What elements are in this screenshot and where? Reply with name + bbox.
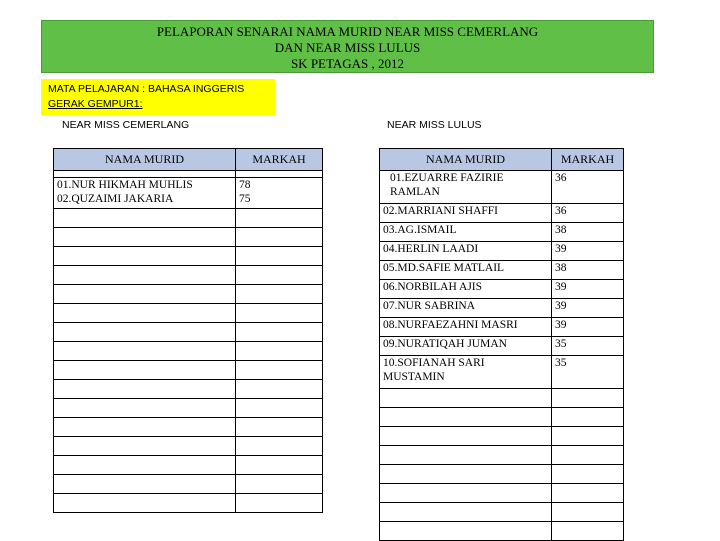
cemerlang-table <box>53 148 323 513</box>
mark-cell: 36 <box>552 204 624 223</box>
student-name-cell: 04.HERLIN LAADI <box>380 242 552 261</box>
mark-cell: 38 <box>552 261 624 280</box>
mark-cell: 35 <box>552 356 624 389</box>
empty-cell <box>380 408 552 427</box>
report-title-banner <box>41 20 654 73</box>
empty-cell <box>54 266 236 285</box>
empty-cell <box>236 494 323 513</box>
empty-cell <box>54 380 236 399</box>
empty-row <box>380 503 624 522</box>
empty-cell <box>236 247 323 266</box>
table-row <box>380 261 624 280</box>
empty-cell <box>236 323 323 342</box>
title-line-2: DAN NEAR MISS LULUS <box>274 40 421 55</box>
empty-cell <box>552 465 624 484</box>
table-row <box>380 204 624 223</box>
empty-cell <box>236 418 323 437</box>
mark-cell: 39 <box>552 299 624 318</box>
empty-cell <box>236 342 323 361</box>
empty-row <box>54 209 323 228</box>
table-row <box>380 356 624 389</box>
empty-cell <box>380 389 552 408</box>
lulus-col-mark-header: MARKAH <box>552 149 624 171</box>
empty-cell <box>552 484 624 503</box>
empty-cell <box>54 437 236 456</box>
student-name-cell: 05.MD.SAFIE MATLAIL <box>380 261 552 280</box>
lulus-col-name-header: NAMA MURID <box>380 149 552 171</box>
empty-cell <box>54 209 236 228</box>
mark-cell: 36 <box>552 171 624 204</box>
empty-cell <box>552 408 624 427</box>
mark-cell: 39 <box>552 242 624 261</box>
empty-row <box>380 484 624 503</box>
empty-row <box>380 408 624 427</box>
mark-cell: 35 <box>552 337 624 356</box>
empty-row <box>54 266 323 285</box>
empty-row <box>54 323 323 342</box>
empty-cell <box>54 304 236 323</box>
empty-cell <box>54 342 236 361</box>
student-name-cell: 08.NURFAEZAHNI MASRI <box>380 318 552 337</box>
empty-row <box>54 418 323 437</box>
cemerlang-col-mark-header: MARKAH <box>236 149 323 171</box>
table-row <box>380 242 624 261</box>
lulus-table <box>379 148 624 541</box>
table-row <box>54 178 323 209</box>
table-row <box>380 171 624 204</box>
mark-cell: 78 75 <box>236 178 323 209</box>
student-name-cell: 03.AG.ISMAIL <box>380 223 552 242</box>
empty-cell <box>380 446 552 465</box>
title-line-1: PELAPORAN SENARAI NAMA MURID NEAR MISS CEMERLANG <box>156 24 539 39</box>
empty-cell <box>552 522 624 541</box>
empty-cell <box>54 399 236 418</box>
empty-row <box>54 361 323 380</box>
empty-cell <box>552 389 624 408</box>
empty-cell <box>236 437 323 456</box>
empty-row <box>54 399 323 418</box>
mark-cell: 39 <box>552 318 624 337</box>
title-line-3: SK PETAGAS , 2012 <box>290 56 405 71</box>
empty-row <box>54 247 323 266</box>
empty-cell <box>54 456 236 475</box>
empty-cell <box>54 475 236 494</box>
empty-cell <box>236 475 323 494</box>
empty-cell <box>236 399 323 418</box>
empty-cell <box>236 285 323 304</box>
cemerlang-section-label: NEAR MISS CEMERLANG <box>62 119 190 131</box>
empty-cell <box>380 522 552 541</box>
empty-cell <box>552 503 624 522</box>
student-name-cell: 01.EZUARRE FAZIRIE RAMLAN <box>380 171 552 204</box>
mark-cell: 38 <box>552 223 624 242</box>
empty-cell <box>54 247 236 266</box>
lulus-section-label: NEAR MISS LULUS <box>387 119 482 131</box>
empty-cell <box>552 427 624 446</box>
empty-cell <box>236 228 323 247</box>
empty-row <box>54 475 323 494</box>
empty-row <box>54 304 323 323</box>
table-row <box>380 223 624 242</box>
mark-cell: 39 <box>552 280 624 299</box>
empty-row <box>54 437 323 456</box>
student-name-cell: 06.NORBILAH AJIS <box>380 280 552 299</box>
empty-row <box>54 380 323 399</box>
gerak-gempur-line: GERAK GEMPUR1: <box>48 98 143 110</box>
empty-cell <box>236 304 323 323</box>
empty-cell <box>236 266 323 285</box>
empty-row <box>380 446 624 465</box>
table-row <box>380 299 624 318</box>
empty-cell <box>54 418 236 437</box>
empty-row <box>380 522 624 541</box>
student-name-cell: 07.NUR SABRINA <box>380 299 552 318</box>
cemerlang-col-name-header: NAMA MURID <box>54 149 236 171</box>
empty-row <box>54 285 323 304</box>
table-row <box>380 280 624 299</box>
empty-cell <box>236 361 323 380</box>
empty-cell <box>380 427 552 446</box>
empty-cell <box>236 456 323 475</box>
empty-cell <box>552 446 624 465</box>
empty-cell <box>54 361 236 380</box>
table-row <box>380 337 624 356</box>
subject-line: MATA PELAJARAN : BAHASA INGGERIS <box>48 83 245 95</box>
empty-cell <box>54 285 236 304</box>
empty-cell <box>54 494 236 513</box>
empty-cell <box>236 209 323 228</box>
empty-row <box>54 494 323 513</box>
empty-row <box>54 342 323 361</box>
empty-row <box>54 228 323 247</box>
empty-row <box>380 465 624 484</box>
empty-row <box>380 427 624 446</box>
empty-row <box>380 389 624 408</box>
empty-cell <box>380 465 552 484</box>
empty-row <box>54 456 323 475</box>
student-name-cell: 09.NURATIQAH JUMAN <box>380 337 552 356</box>
empty-cell <box>380 503 552 522</box>
empty-cell <box>236 380 323 399</box>
empty-cell <box>380 484 552 503</box>
student-name-cell: 10.SOFIANAH SARI MUSTAMIN <box>380 356 552 389</box>
table-row <box>380 318 624 337</box>
empty-cell <box>54 228 236 247</box>
subject-box <box>41 79 275 115</box>
student-name-cell: 02.MARRIANI SHAFFI <box>380 204 552 223</box>
student-name-cell: 01.NUR HIKMAH MUHLIS 02.QUZAIMI JAKARIA <box>54 178 236 209</box>
empty-cell <box>54 323 236 342</box>
